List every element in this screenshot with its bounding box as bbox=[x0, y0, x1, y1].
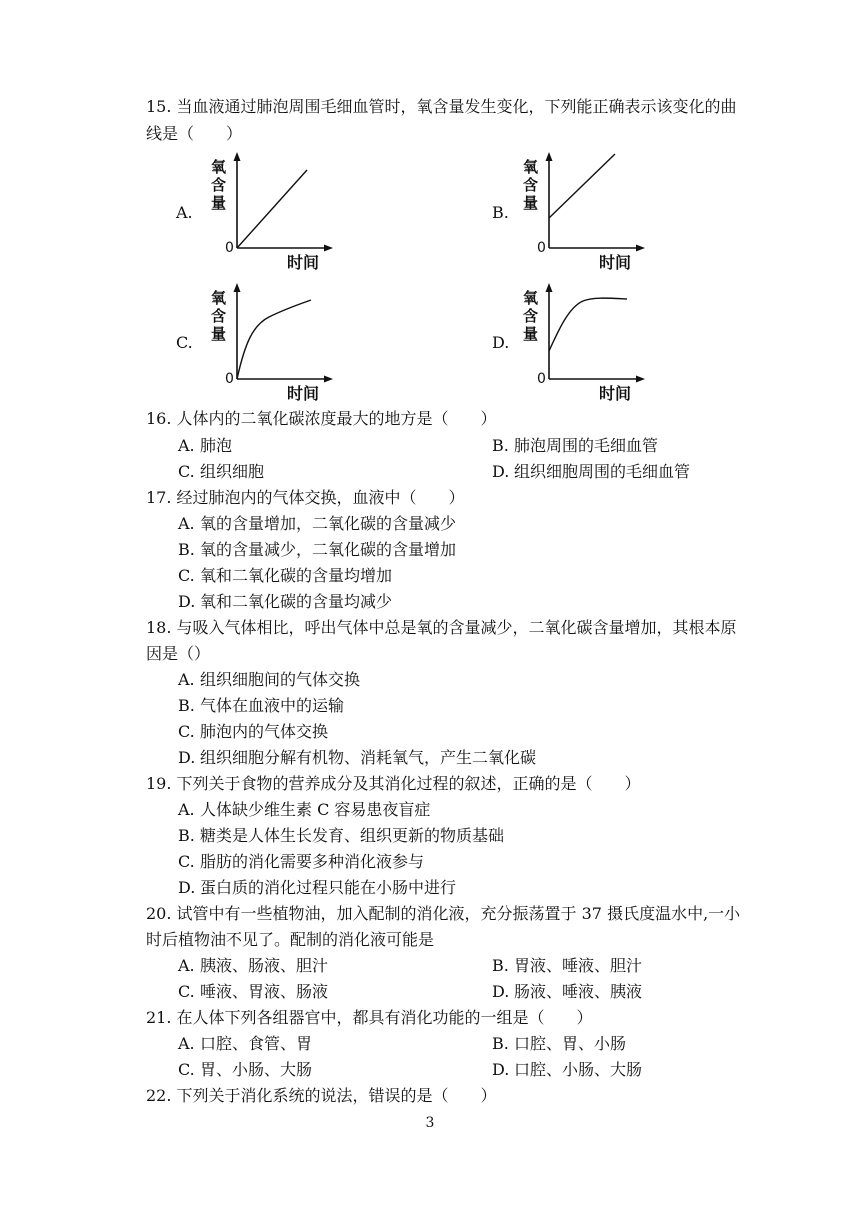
graph-a-xlabel: 时间 bbox=[287, 253, 320, 272]
question-20-option-b: B. 胃液、唾液、胆汁 bbox=[492, 956, 643, 975]
question-18-option-a: A. 组织细胞间的气体交换 bbox=[178, 670, 361, 689]
graph-d-ylabel-3: 量 bbox=[523, 325, 539, 343]
question-21-stem: 21. 在人体下列各组器官中，都具有消化功能的一组是（ ） bbox=[146, 1008, 593, 1027]
graph-b-curve bbox=[549, 154, 615, 218]
graph-c-y-arrow bbox=[234, 283, 241, 292]
graph-a-ylabel-1: 氧 bbox=[211, 158, 227, 176]
question-19-stem: 19. 下列关于食物的营养成分及其消化过程的叙述，正确的是（ ） bbox=[146, 774, 641, 793]
question-19-option-a: A. 人体缺少维生素 C 容易患夜盲症 bbox=[178, 800, 431, 819]
graph-c-x-arrow bbox=[324, 376, 333, 383]
graph-c-ylabel-2: 含 bbox=[211, 307, 227, 325]
question-18-line-2: 因是（） bbox=[146, 644, 211, 663]
question-20-line-1: 20. 试管中有一些植物油，加入配制的消化液，充分振荡置于 37 摄氏度温水中,一小 bbox=[146, 904, 741, 923]
graph-a-curve bbox=[237, 170, 307, 248]
question-19-option-c: C. 脂肪的消化需要多种消化液参与 bbox=[178, 852, 425, 871]
question-17-option-c: C. 氧和二氧化碳的含量均增加 bbox=[178, 566, 393, 585]
graph-a-ylabel-2: 含 bbox=[211, 176, 227, 194]
graph-c-origin: 0 bbox=[225, 371, 234, 387]
question-15-line-2: 线是（ ） bbox=[146, 124, 243, 143]
graph-d-label: D. bbox=[492, 333, 510, 352]
graph-a bbox=[205, 152, 335, 277]
question-20-option-a: A. 胰液、肠液、胆汁 bbox=[178, 956, 329, 975]
graph-a-origin: 0 bbox=[225, 240, 234, 256]
question-20-line-2: 时后植物油不见了。配制的消化液可能是 bbox=[146, 930, 435, 949]
graph-c-curve bbox=[237, 300, 311, 379]
graph-d bbox=[517, 283, 647, 408]
question-21-option-a: A. 口腔、食管、胃 bbox=[178, 1034, 313, 1053]
question-18-line-1: 18. 与吸入气体相比，呼出气体中总是氧的含量减少，二氧化碳含量增加，其根本原 bbox=[146, 618, 737, 637]
question-20-option-c: C. 唾液、胃液、肠液 bbox=[178, 982, 329, 1001]
graph-a-y-arrow bbox=[234, 152, 241, 161]
question-16-option-c: C. 组织细胞 bbox=[178, 462, 265, 481]
question-19-option-b: B. 糖类是人体生长发育、组织更新的物质基础 bbox=[178, 826, 505, 845]
graph-c-label: C. bbox=[176, 333, 193, 352]
question-19-option-d: D. 蛋白质的消化过程只能在小肠中进行 bbox=[178, 878, 457, 897]
graph-d-xlabel: 时间 bbox=[599, 384, 632, 403]
graph-b-ylabel-1: 氧 bbox=[523, 158, 539, 176]
graph-a-x-arrow bbox=[324, 245, 333, 252]
graph-b-y-arrow bbox=[546, 152, 553, 161]
graph-a-ylabel-3: 量 bbox=[211, 194, 227, 212]
question-17-option-a: A. 氧的含量增加，二氧化碳的含量减少 bbox=[178, 514, 457, 533]
question-21-option-b: B. 口腔、胃、小肠 bbox=[492, 1034, 627, 1053]
question-22-stem: 22. 下列关于消化系统的说法，错误的是（ ） bbox=[146, 1086, 497, 1105]
graph-d-origin: 0 bbox=[537, 371, 546, 387]
question-17-stem: 17. 经过肺泡内的气体交换，血液中（ ） bbox=[146, 488, 465, 507]
question-18-option-d: D. 组织细胞分解有机物、消耗氧气，产生二氧化碳 bbox=[178, 748, 537, 767]
graph-d-ylabel-1: 氧 bbox=[523, 289, 539, 307]
question-21-option-c: C. 胃、小肠、大肠 bbox=[178, 1060, 313, 1079]
graph-b bbox=[517, 152, 647, 277]
question-18-option-b: B. 气体在血液中的运输 bbox=[178, 696, 345, 715]
graph-d-curve bbox=[549, 298, 627, 351]
question-20-option-d: D. 肠液、唾液、胰液 bbox=[492, 982, 643, 1001]
question-16-stem: 16. 人体内的二氧化碳浓度最大的地方是（ ） bbox=[146, 409, 497, 428]
graph-b-ylabel-3: 量 bbox=[523, 194, 539, 212]
graph-a-label: A. bbox=[176, 203, 193, 222]
graph-b-ylabel-2: 含 bbox=[523, 176, 539, 194]
question-17-option-d: D. 氧和二氧化碳的含量均减少 bbox=[178, 592, 393, 611]
graph-c-ylabel-3: 量 bbox=[211, 325, 227, 343]
graph-d-y-arrow bbox=[546, 283, 553, 292]
graph-c-xlabel: 时间 bbox=[287, 384, 320, 403]
question-21-option-d: D. 口腔、小肠、大肠 bbox=[492, 1060, 643, 1079]
question-16-option-d: D. 组织细胞周围的毛细血管 bbox=[492, 462, 691, 481]
page-number: 3 bbox=[425, 1115, 435, 1131]
graph-c-ylabel-1: 氧 bbox=[211, 289, 227, 307]
graph-d-ylabel-2: 含 bbox=[523, 307, 539, 325]
graph-b-label: B. bbox=[492, 203, 509, 222]
question-18-option-c: C. 肺泡内的气体交换 bbox=[178, 722, 329, 741]
graph-c bbox=[205, 283, 335, 408]
graph-b-xlabel: 时间 bbox=[599, 253, 632, 272]
question-17-option-b: B. 氧的含量减少，二氧化碳的含量增加 bbox=[178, 540, 457, 559]
graph-d-x-arrow bbox=[636, 376, 645, 383]
question-15-line-1: 15. 当血液通过肺泡周围毛细血管时，氧含量发生变化，下列能正确表示该变化的曲 bbox=[146, 97, 737, 116]
question-16-option-b: B. 肺泡周围的毛细血管 bbox=[492, 436, 659, 455]
question-16-option-a: A. 肺泡 bbox=[178, 436, 233, 455]
graph-b-origin: 0 bbox=[537, 240, 546, 256]
graph-b-x-arrow bbox=[636, 245, 645, 252]
